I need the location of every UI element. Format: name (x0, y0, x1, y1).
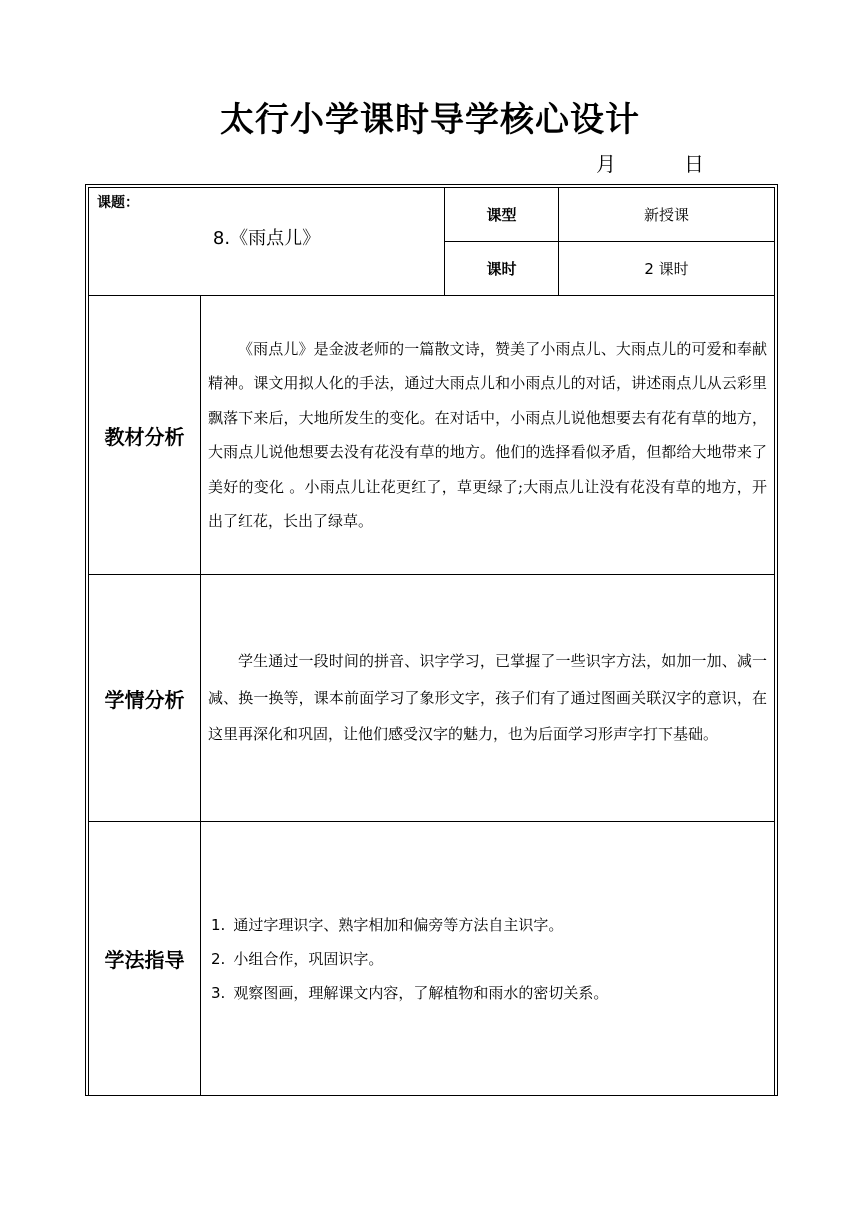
textbook-analysis-text: 《雨点儿》是金波老师的一篇散文诗，赞美了小雨点儿、大雨点儿的可爱和奉献精神。课文用拟人化的手法，通过大雨点儿和小雨点儿的对话，讲述雨点儿从云彩里飘落下来后，大地所发生的变化。在对话中，小雨点儿说他想要去有花有草的地方，大雨点儿说他想要去没有花没有草的地方。他们的选择看似矛盾，但都给大地带来了美好的变化 。小雨点儿让花更红了，草更绿了;大雨点儿让没有花没有草的地方，开出了红花，长出了绿草。 (208, 339, 767, 530)
learning-method-cell (201, 822, 775, 1096)
learning-method-label: 学法指导 (89, 822, 201, 1096)
student-analysis-text: 学生通过一段时间的拼音、识字学习，已掌握了一些识字方法，如加一加、减一减、换一换等，课本前面学习了象形文字，孩子们有了通过图画关联汉字的意识，在这里再深化和巩固，让他们感受汉字的魅力，也为后面学习形声字打下基础。 (208, 652, 767, 744)
document-title: 太行小学课时导学核心设计 (220, 100, 640, 140)
list-item: 2. 小组合作，巩固识字。 (211, 949, 384, 968)
student-analysis-row (89, 575, 775, 822)
topic-label: 课题： (97, 195, 139, 211)
topic-value: 8.《雨点儿》 (212, 228, 321, 249)
date-day-label: 日 (684, 152, 704, 176)
list-item: 1. 通过字理识字、熟字相加和偏旁等方法自主识字。 (211, 915, 564, 934)
student-analysis-cell (201, 575, 775, 822)
topic-cell (89, 188, 445, 296)
learning-method-row (89, 822, 775, 1096)
lesson-table-frame (85, 184, 778, 1096)
type-value: 新授课 (559, 188, 775, 242)
topic-row-1 (89, 188, 775, 242)
periods-label: 课时 (445, 242, 559, 296)
student-analysis-label: 学情分析 (89, 575, 201, 822)
type-label: 课型 (445, 188, 559, 242)
textbook-analysis-cell (201, 296, 775, 575)
lesson-table (88, 187, 775, 1096)
periods-value: 2 课时 (559, 242, 775, 296)
textbook-analysis-label: 教材分析 (89, 296, 201, 575)
date-month-label: 月 (596, 152, 616, 176)
textbook-analysis-row (89, 296, 775, 575)
list-item: 3. 观察图画，理解课文内容，了解植物和雨水的密切关系。 (211, 983, 609, 1002)
learning-method-list (201, 908, 774, 1010)
